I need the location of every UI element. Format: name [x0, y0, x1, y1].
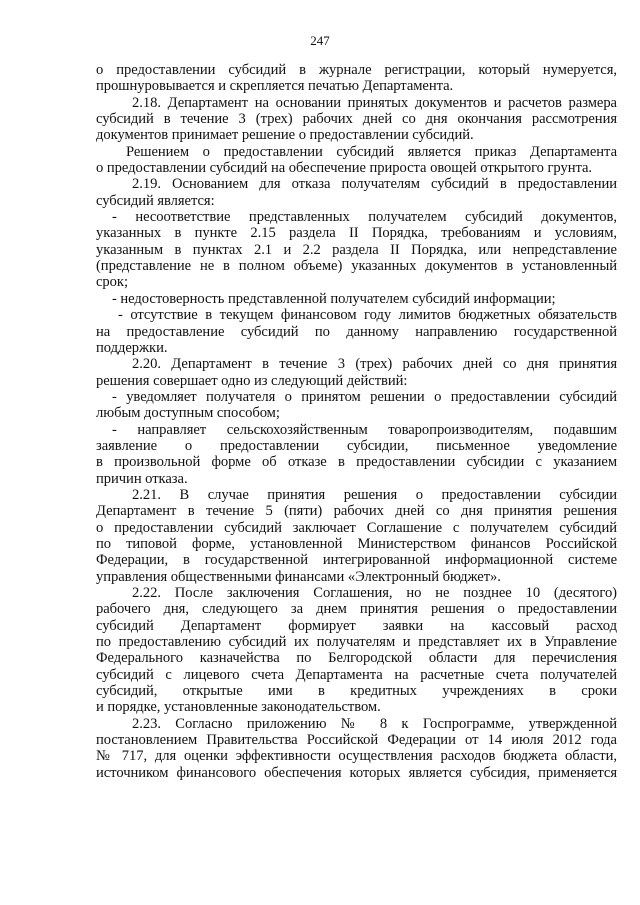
text-line: субсидий Департамент формирует заявки на кассовый расход — [96, 617, 617, 634]
text-line: на предоставление субсидий по данному направлению государственной — [96, 323, 617, 340]
text-line: в произвольной форме об отказе в предоставлении субсидии с указанием — [96, 454, 617, 471]
para-continuation — [96, 62, 617, 95]
text-line: - отсутствие в текущем финансовом году лимитов бюджетных обязательств — [118, 307, 617, 324]
text-line: - направляет сельскохозяйственным товаропроизводителям, подавшим — [112, 421, 617, 438]
para-2-18 — [96, 95, 617, 144]
list-2-20-item-2 — [96, 422, 617, 487]
text-line: субсидий является: — [96, 192, 215, 209]
para-2-19 — [96, 176, 617, 209]
text-line: 2.19. Основанием для отказа получателям субсидий в предоставлении — [132, 176, 617, 193]
page-number: 247 — [310, 33, 330, 48]
text-line: - несоответствие представленных получателем субсидий документов, — [112, 209, 617, 226]
text-line: 2.20. Департамент в течение 3 (трех) рабочих дней со дня принятия — [132, 356, 617, 373]
text-line: субсидий, открытые ими в кредитных учреждениях в сроки — [96, 683, 617, 700]
para-2-20 — [96, 356, 617, 389]
list-2-19-item-3 — [96, 307, 617, 356]
text-line: 2.18. Департамент на основании принятых документов и расчетов размера — [132, 94, 617, 111]
text-line: рабочего дня, следующего за днем принятия решения о предоставлении — [96, 601, 617, 618]
text-line: указанным в пунктах 2.1 и 2.2 раздела II Порядка, или непредставление — [96, 241, 617, 258]
text-line: субсидий с лицевого счета Департамента на расчетные счета получателей — [96, 666, 617, 683]
text-line: причин отказа. — [96, 470, 188, 487]
text-line: управления общественными финансами «Электронный бюджет». — [96, 568, 501, 585]
text-line: - недостоверность представленной получателем субсидий информации; — [112, 290, 556, 307]
text-line: о предоставлении субсидий заключает Соглашение с получателем субсидий — [96, 519, 617, 536]
text-line: Федерации, в государственной интегрированной информационной системе — [96, 552, 617, 569]
document-body — [96, 62, 617, 781]
text-line: поддержки. — [96, 339, 168, 356]
text-line: срок; — [96, 274, 128, 291]
text-line: постановлением Правительства Российской Федерации от 14 июля 2012 года — [96, 732, 617, 749]
text-line: - уведомляет получателя о принятом решении о предоставлении субсидий — [112, 388, 617, 405]
text-line: Федерального казначейства по Белгородской области для перечисления — [96, 650, 617, 667]
para-decision — [96, 144, 617, 177]
para-2-22 — [96, 585, 617, 716]
text-line: субсидий в течение 3 (трех) рабочих дней со дня окончания рассмотрения — [96, 111, 617, 128]
text-line: № 717, для оценки эффективности осуществления расходов бюджета области, — [96, 748, 617, 765]
text-line: документов принимает решение о предоставлении субсидий. — [96, 127, 474, 144]
text-line: Департамент в течение 5 (пяти) рабочих дней со дня принятия решения — [96, 503, 617, 520]
text-line: решения совершает одно из следующий действий: — [96, 372, 408, 389]
para-2-23 — [96, 716, 617, 781]
text-line: 2.21. В случае принятия решения о предоставлении субсидии — [132, 486, 617, 503]
list-2-20-item-1 — [96, 389, 617, 422]
text-line: и порядке, установленные законодательством. — [96, 699, 381, 716]
text-line: Решением о предоставлении субсидий является приказ Департамента — [126, 143, 617, 160]
text-line: прошнуровывается и скрепляется печатью Департамента. — [96, 78, 454, 95]
text-line: (представление не в полном объеме) указанных документов в установленный — [96, 258, 617, 275]
para-2-21 — [96, 487, 617, 585]
text-line: 2.23. Согласно приложению № 8 к Госпрограмме, утвержденной — [132, 715, 617, 732]
list-2-19-item-1 — [96, 209, 617, 291]
text-line: заявление о предоставлении субсидии, письменное уведомление — [96, 437, 617, 454]
text-line: указанных в пункте 2.15 раздела II Порядка, требованиям и условиям, — [96, 225, 617, 242]
text-line: источником финансового обеспечения которых является субсидия, применяется — [96, 764, 617, 781]
text-line: о предоставлении субсидий в журнале регистрации, который нумеруется, — [96, 62, 617, 78]
text-line: по предоставлению субсидий их получателям и представляет их в Управление — [96, 634, 617, 651]
text-line: любым доступным способом; — [96, 405, 280, 422]
text-line: 2.22. После заключения Соглашения, но не позднее 10 (десятого) — [132, 585, 617, 601]
list-2-19-item-2 — [96, 291, 617, 307]
text-line: по типовой форме, установленной Министерством финансов Российской — [96, 535, 617, 552]
text-line: о предоставлении субсидий на обеспечение прироста овощей открытого грунта. — [96, 160, 593, 177]
